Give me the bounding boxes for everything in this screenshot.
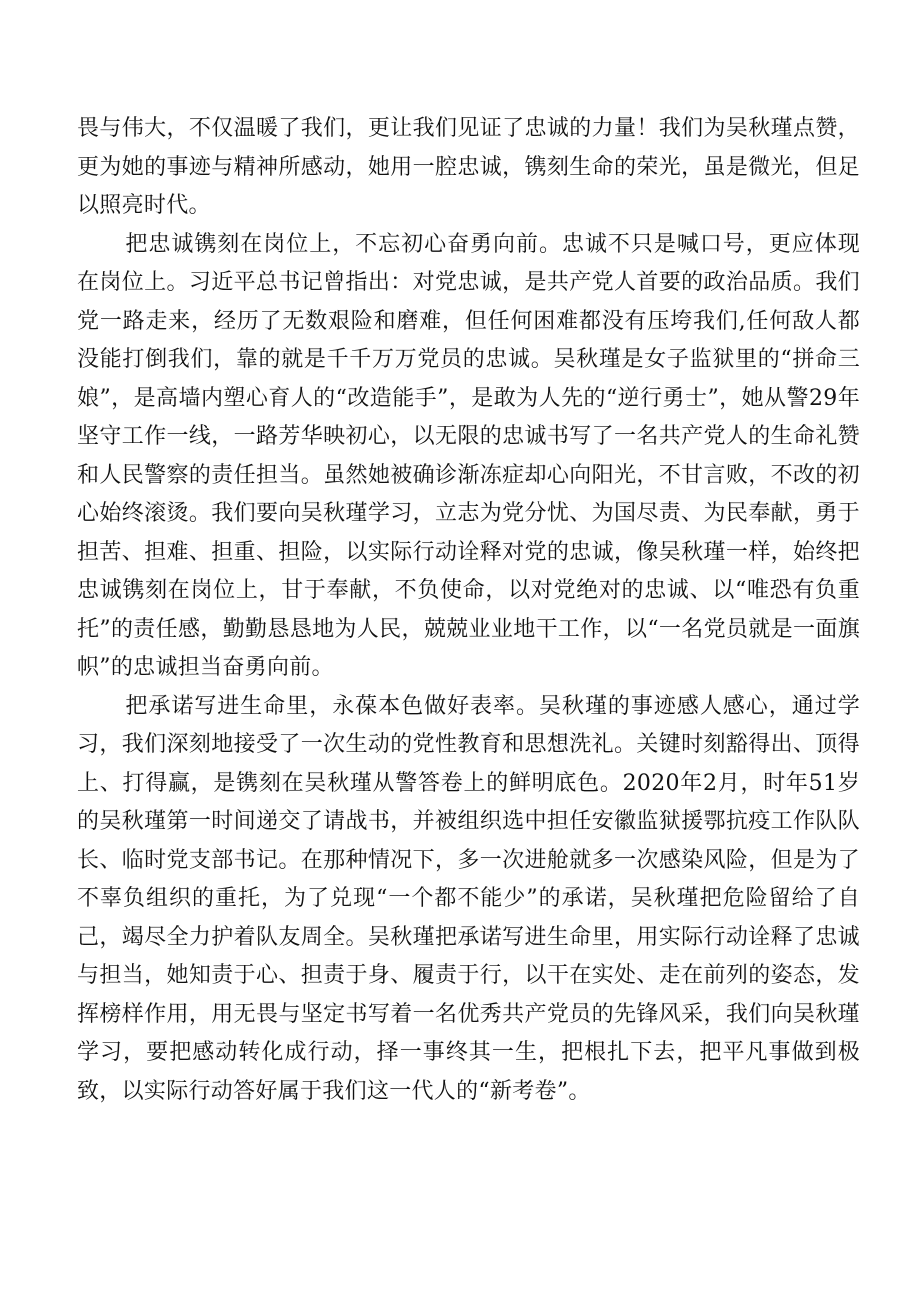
document-body (77, 110, 860, 1111)
paragraph-loyalty-at-post: 把忠诚镌刻在岗位上，不忘初心奋勇向前。忠诚不只是喊口号，更应体现在岗位上。习近平总书记曾指出：对党忠诚，是共产党人首要的政治品质。我们党一路走来，经历了无数艰险和磨难，但任何困难都没有压垮我们,任何敌人都没能打倒我们，靠的就是千千万万党员的忠诚。吴秋瑾是女子监狱里的“拼命三娘”，是高墙内塑心育人的“改造能手”，是敢为人先的“逆行勇士”，她从警29年坚守工作一线，一路芳华映初心，以无限的忠诚书写了一名共产党人的生命礼赞和人民警察的责任担当。虽然她被确诊渐冻症却心向阳光，不甘言败，不改的初心始终滚烫。我们要向吴秋瑾学习，立志为党分忧、为国尽责、为民奉献，勇于担苦、担难、担重、担险，以实际行动诠释对党的忠诚，像吴秋瑾一样，始终把忠诚镌刻在岗位上，甘于奉献，不负使命，以对党绝对的忠诚、以“唯恐有负重托”的责任感，勤勤恳恳地为人民，兢兢业业地干工作，以“一名党员就是一面旗帜”的忠诚担当奋勇向前。 (77, 231, 860, 680)
paragraph-continuation: 畏与伟大，不仅温暖了我们，更让我们见证了忠诚的力量！我们为吴秋瑾点赞，更为她的事迹与精神所感动，她用一腔忠诚，镌刻生命的荣光，虽是微光，但足以照亮时代。 (77, 116, 860, 218)
paragraph-commitment-in-life: 把承诺写进生命里，永葆本色做好表率。吴秋瑾的事迹感人感心，通过学习，我们深刻地接受了一次生动的党性教育和思想洗礼。关键时刻豁得出、顶得上、打得赢，是镌刻在吴秋瑾从警答卷上的鲜明底色。2020年2月，时年51岁的吴秋瑾第一时间递交了请战书，并被组织选中担任安徽监狱援鄂抗疫工作队队长、临时党支部书记。在那种情况下，多一次进舱就多一次感染风险，但是为了不辜负组织的重托，为了兑现“一个都不能少”的承诺，吴秋瑾把危险留给了自己，竭尽全力护着队友周全。吴秋瑾把承诺写进生命里，用实际行动诠释了忠诚与担当，她知责于心、担责于身、履责于行，以干在实处、走在前列的姿态，发挥榜样作用，用无畏与坚定书写着一名优秀共产党员的先锋风采，我们向吴秋瑾学习，要把感动转化成行动，择一事终其一生，把根扎下去，把平凡事做到极致，以实际行动答好属于我们这一代人的“新考卷”。 (77, 693, 860, 1104)
